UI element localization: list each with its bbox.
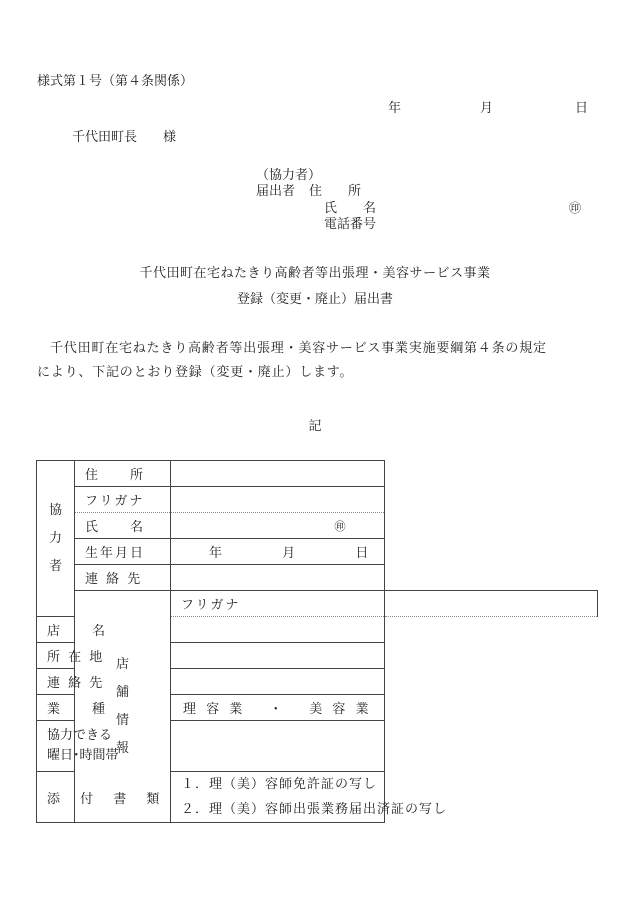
shop-group-label: 店 舗 情 報 xyxy=(75,591,171,823)
address-label: 住 所 xyxy=(309,184,362,199)
dob-label-cell: 生年月日 xyxy=(75,539,171,565)
date-year: 年 xyxy=(388,101,402,116)
shop-contact-label-cell: 連 絡 先 xyxy=(37,669,75,695)
table-row xyxy=(37,565,598,591)
shop-furigana-label-cell: フリガナ xyxy=(171,591,385,617)
attachments-label-cell: 添 付 書 類 xyxy=(37,772,171,823)
shop-furigana-field[interactable] xyxy=(384,591,598,617)
phone-label: 電話番号 xyxy=(324,217,377,232)
body-line1: 千代田町在宅ねたきり高齢者等出張理・美容サービス事業実施要綱第４条の規定 xyxy=(50,341,547,356)
dob-day: 日 xyxy=(355,546,369,561)
table-row xyxy=(37,539,598,565)
dob-year: 年 xyxy=(209,546,223,561)
form-number-label: 様式第１号（第４条関係） xyxy=(37,74,194,89)
address-label-cell: 住 所 xyxy=(75,461,171,487)
document-title-line2: 登録（変更・廃止）届出書 xyxy=(236,292,393,307)
contact-label-cell: 連 絡 先 xyxy=(75,565,171,591)
shop-name-label-cell: 店 名 xyxy=(37,617,75,643)
table-row xyxy=(37,461,598,487)
business-type-label-cell: 業 種 xyxy=(37,695,75,721)
furigana-field[interactable] xyxy=(171,487,385,513)
applicant-address-row xyxy=(256,184,581,200)
dob-month: 月 xyxy=(282,546,296,561)
date-line xyxy=(388,97,588,115)
body-line2: により、下記のとおり登録（変更・廃止）します。 xyxy=(37,365,354,380)
addressee-honorific: 様 xyxy=(163,130,177,145)
date-day: 日 xyxy=(574,101,588,116)
attachment-item: ２．理（美）容師出張業務届出済証の写し xyxy=(181,802,448,817)
seal-icon: ㊞ xyxy=(569,201,582,215)
name-label-cell: 氏 名 xyxy=(75,513,171,539)
applicant-block xyxy=(256,168,581,233)
body-text xyxy=(37,337,599,385)
cooperator-group-label: 協 力 者 xyxy=(37,461,75,617)
addressee xyxy=(72,126,176,145)
dob-field[interactable] xyxy=(171,539,385,565)
contact-field[interactable] xyxy=(171,565,385,591)
registration-table xyxy=(36,460,598,823)
name-field[interactable] xyxy=(171,513,385,539)
document-title-line1: 千代田町在宅ねたきり高齢者等出張理・美容サービス事業 xyxy=(139,266,491,281)
table-row xyxy=(37,591,598,617)
ki-heading: 記 xyxy=(308,419,322,434)
shop-contact-field[interactable] xyxy=(171,669,385,695)
submitter-label: 届出者 xyxy=(256,184,296,199)
location-label-cell: 所 在 地 xyxy=(37,643,75,669)
table-row xyxy=(37,772,598,823)
table-row xyxy=(37,513,598,539)
attachments-field xyxy=(171,772,448,823)
name-label: 氏 名 xyxy=(324,201,377,216)
business-separator: ・ xyxy=(269,702,286,717)
attachment-item: １．理（美）容師免許証の写し xyxy=(181,777,378,792)
address-field[interactable] xyxy=(171,461,385,487)
business-option-beauty[interactable]: 美 容 業 xyxy=(309,702,372,717)
addressee-name: 千代田町長 xyxy=(72,130,138,145)
shop-name-field[interactable] xyxy=(171,617,385,643)
business-option-barber[interactable]: 理 容 業 xyxy=(182,702,246,717)
applicant-role: （協力者） xyxy=(256,168,322,183)
location-field[interactable] xyxy=(171,643,385,669)
availability-label-cell: 協力できる 曜日･時間帯 xyxy=(37,721,75,772)
availability-field[interactable] xyxy=(171,721,385,772)
table-row xyxy=(37,487,598,513)
business-type-field[interactable] xyxy=(171,695,385,721)
date-month: 月 xyxy=(480,101,494,116)
applicant-name-row xyxy=(256,200,581,217)
seal-icon: ㊞ xyxy=(334,519,346,533)
furigana-label-cell: フリガナ xyxy=(75,487,171,513)
